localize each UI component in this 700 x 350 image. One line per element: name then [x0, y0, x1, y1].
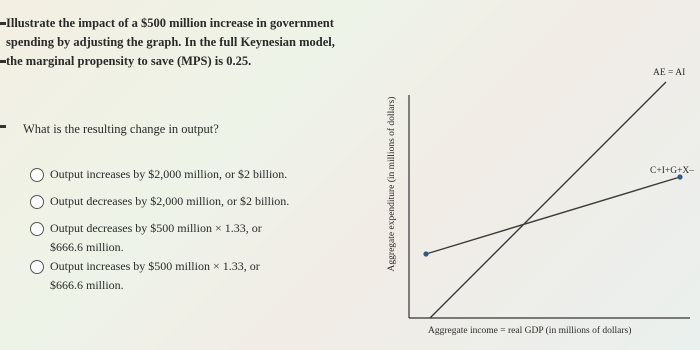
option-label-continued: $666.6 million.: [50, 240, 124, 254]
ae-line-label: AE = AI: [653, 68, 686, 78]
expenditure-line-label: C+I+G+X–: [650, 166, 695, 176]
option-label-continued: $666.6 million.: [50, 278, 124, 292]
question-line-3: the marginal propensity to save (MPS) is 0.25.: [6, 54, 252, 68]
option-label: Output increases by $2,000 million, or $2 billion.: [50, 167, 288, 181]
aggregate-expenditure-line[interactable]: [426, 177, 680, 254]
ae-line-endpoint-left[interactable]: [423, 251, 428, 256]
question-line-1: Illustrate the impact of a $500 million increase in government: [6, 16, 334, 30]
question-line-2: spending by adjusting the graph. In the full Keynesian model,: [6, 35, 335, 49]
option-label: Output decreases by $2,000 million, or $2 billion.: [50, 194, 290, 208]
option-label: Output increases by $500 million × 1.33, or: [50, 259, 260, 273]
x-axis-label: Aggregate income = real GDP (in millions of dollars): [428, 326, 632, 336]
ae-45-degree-line: [430, 82, 666, 318]
y-axis-label: Aggregate expenditure (in millions of dollars): [387, 96, 397, 272]
subquestion-text: What is the resulting change in output?: [23, 122, 219, 136]
option-label: Output decreases by $500 million × 1.33, or: [50, 221, 262, 235]
